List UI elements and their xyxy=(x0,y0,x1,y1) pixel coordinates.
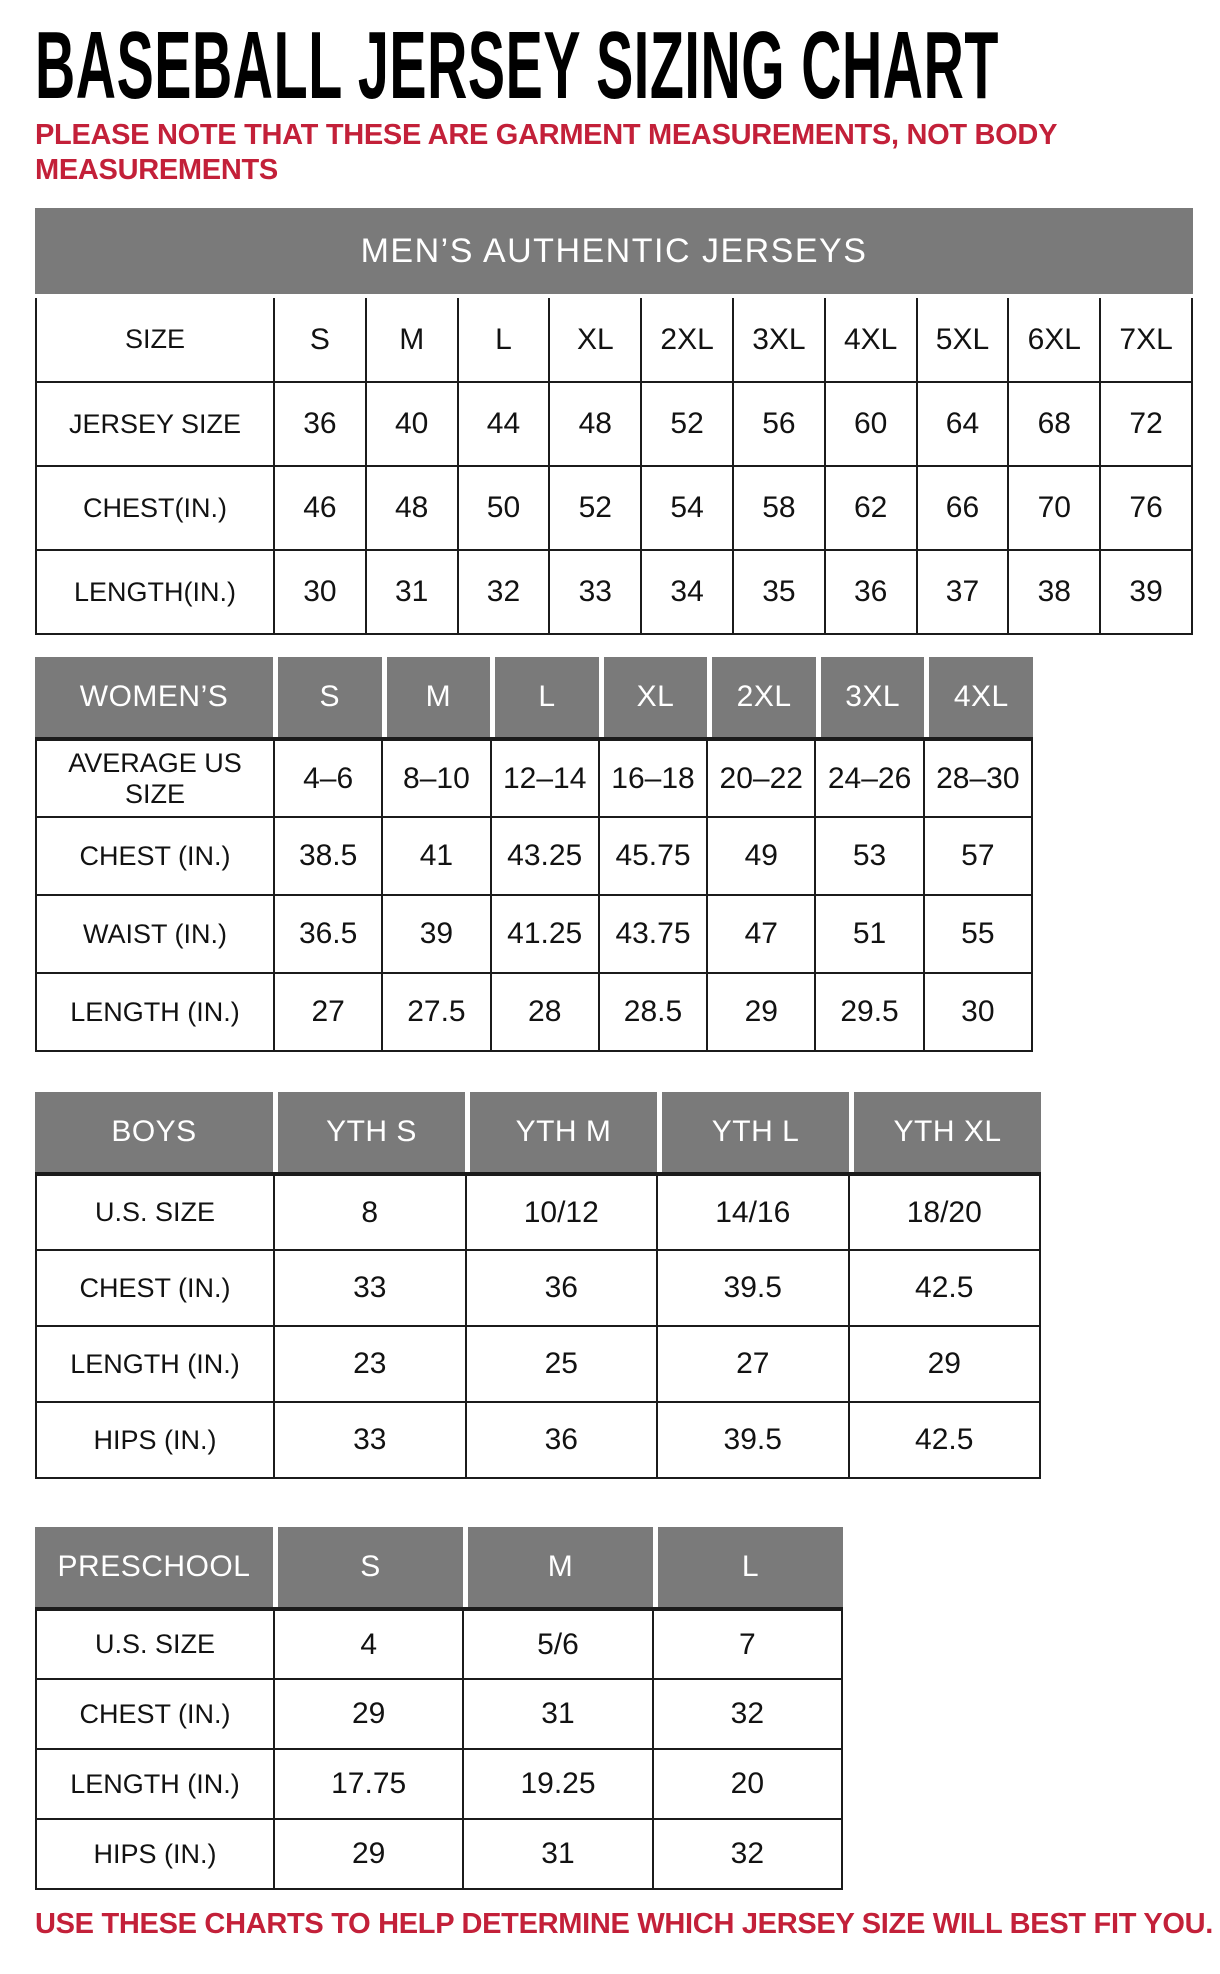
mens-cell: 3XL xyxy=(733,298,825,382)
womens-row-label: AVERAGE US SIZE xyxy=(36,739,274,817)
womens-row-label: CHEST (IN.) xyxy=(36,817,274,895)
preschool-table-body xyxy=(35,1607,843,1890)
womens-table-row xyxy=(36,739,1032,817)
mens-cell: S xyxy=(274,298,366,382)
mens-cell: 68 xyxy=(1008,382,1100,466)
boys-table-body xyxy=(35,1172,1041,1479)
boys-cell: 10/12 xyxy=(466,1174,658,1250)
mens-cell: 38 xyxy=(1008,550,1100,634)
womens-cell: 16–18 xyxy=(599,739,707,817)
boys-table-row xyxy=(36,1326,1040,1402)
preschool-cell: 29 xyxy=(274,1679,463,1749)
mens-cell: 36 xyxy=(825,550,917,634)
womens-cell: 27.5 xyxy=(382,973,490,1051)
womens-cell: 49 xyxy=(707,817,815,895)
womens-column-header-2xl: 2XL xyxy=(712,657,816,737)
mens-row-label: CHEST(IN.) xyxy=(36,466,274,550)
womens-cell: 53 xyxy=(815,817,923,895)
womens-row-label: WAIST (IN.) xyxy=(36,895,274,973)
womens-header-label: WOMEN’S xyxy=(35,657,273,737)
mens-cell: 52 xyxy=(641,382,733,466)
preschool-row-label: LENGTH (IN.) xyxy=(36,1749,274,1819)
note-line-2: MEASUREMENTS xyxy=(35,154,278,186)
boys-table-row xyxy=(36,1402,1040,1478)
preschool-cell: 31 xyxy=(463,1679,652,1749)
boys-cell: 36 xyxy=(466,1250,658,1326)
womens-table-row xyxy=(36,895,1032,973)
mens-cell: 60 xyxy=(825,382,917,466)
preschool-cell: 31 xyxy=(463,1819,652,1889)
womens-column-header-3xl: 3XL xyxy=(821,657,925,737)
preschool-header-row xyxy=(35,1527,843,1607)
mens-cell: 33 xyxy=(549,550,641,634)
womens-sizing-table xyxy=(35,657,1033,1052)
womens-cell: 47 xyxy=(707,895,815,973)
mens-cell: 32 xyxy=(458,550,550,634)
mens-cell: 46 xyxy=(274,466,366,550)
boys-cell: 8 xyxy=(274,1174,466,1250)
boys-table-row xyxy=(36,1250,1040,1326)
mens-cell: 36 xyxy=(274,382,366,466)
mens-cell: 48 xyxy=(366,466,458,550)
mens-cell: 62 xyxy=(825,466,917,550)
mens-cell: 52 xyxy=(549,466,641,550)
womens-cell: 36.5 xyxy=(274,895,382,973)
mens-cell: 7XL xyxy=(1100,298,1192,382)
preschool-cell: 17.75 xyxy=(274,1749,463,1819)
womens-cell: 30 xyxy=(924,973,1032,1051)
mens-cell: 39 xyxy=(1100,550,1192,634)
mens-cell: 58 xyxy=(733,466,825,550)
womens-cell: 28.5 xyxy=(599,973,707,1051)
mens-cell: L xyxy=(458,298,550,382)
mens-cell: 72 xyxy=(1100,382,1192,466)
boys-cell: 33 xyxy=(274,1402,466,1478)
mens-table-row xyxy=(36,466,1192,550)
boys-cell: 25 xyxy=(466,1326,658,1402)
preschool-cell: 7 xyxy=(653,1609,842,1679)
preschool-row-label: U.S. SIZE xyxy=(36,1609,274,1679)
womens-cell: 28–30 xyxy=(924,739,1032,817)
womens-cell: 38.5 xyxy=(274,817,382,895)
mens-cell: 44 xyxy=(458,382,550,466)
boys-cell: 42.5 xyxy=(849,1402,1041,1478)
preschool-header-label: PRESCHOOL xyxy=(35,1527,273,1607)
womens-cell: 41.25 xyxy=(491,895,599,973)
womens-cell: 12–14 xyxy=(491,739,599,817)
boys-cell: 23 xyxy=(274,1326,466,1402)
mens-cell: 76 xyxy=(1100,466,1192,550)
mens-cell: 4XL xyxy=(825,298,917,382)
womens-table-row xyxy=(36,817,1032,895)
womens-cell: 29 xyxy=(707,973,815,1051)
preschool-sizing-table xyxy=(35,1527,843,1890)
boys-row-label: CHEST (IN.) xyxy=(36,1250,274,1326)
preschool-row-label: HIPS (IN.) xyxy=(36,1819,274,1889)
womens-cell: 43.25 xyxy=(491,817,599,895)
mens-table-row xyxy=(36,382,1192,466)
womens-header-row xyxy=(35,657,1033,737)
preschool-column-header-m: M xyxy=(468,1527,653,1607)
boys-cell: 39.5 xyxy=(657,1402,849,1478)
boys-header-row xyxy=(35,1092,1041,1172)
womens-cell: 57 xyxy=(924,817,1032,895)
mens-cell: 2XL xyxy=(641,298,733,382)
boys-sizing-table xyxy=(35,1092,1041,1479)
womens-cell: 51 xyxy=(815,895,923,973)
womens-row-label: LENGTH (IN.) xyxy=(36,973,274,1051)
mens-row-label: JERSEY SIZE xyxy=(36,382,274,466)
womens-column-header-4xl: 4XL xyxy=(929,657,1033,737)
boys-column-header-yth-m: YTH M xyxy=(470,1092,657,1172)
preschool-cell: 20 xyxy=(653,1749,842,1819)
boys-row-label: LENGTH (IN.) xyxy=(36,1326,274,1402)
preschool-cell: 4 xyxy=(274,1609,463,1679)
womens-cell: 4–6 xyxy=(274,739,382,817)
boys-cell: 14/16 xyxy=(657,1174,849,1250)
mens-cell: 37 xyxy=(917,550,1009,634)
preschool-table-row xyxy=(36,1819,842,1889)
mens-cell: 56 xyxy=(733,382,825,466)
mens-cell: 31 xyxy=(366,550,458,634)
preschool-row-label: CHEST (IN.) xyxy=(36,1679,274,1749)
footer-note: USE THESE CHARTS TO HELP DETERMINE WHICH JERSEY SIZE WILL BEST FIT YOU. xyxy=(35,1908,1214,1940)
boys-column-header-yth-l: YTH L xyxy=(662,1092,849,1172)
boys-column-header-yth-s: YTH S xyxy=(278,1092,465,1172)
preschool-cell: 19.25 xyxy=(463,1749,652,1819)
garment-measurement-note xyxy=(35,118,1220,188)
mens-cell: M xyxy=(366,298,458,382)
preschool-table-row xyxy=(36,1749,842,1819)
boys-cell: 42.5 xyxy=(849,1250,1041,1326)
mens-cell: 40 xyxy=(366,382,458,466)
womens-cell: 20–22 xyxy=(707,739,815,817)
womens-cell: 28 xyxy=(491,973,599,1051)
mens-table-body xyxy=(35,298,1193,635)
womens-column-header-l: L xyxy=(495,657,599,737)
mens-row-label: SIZE xyxy=(36,298,274,382)
mens-cell: XL xyxy=(549,298,641,382)
mens-cell: 30 xyxy=(274,550,366,634)
mens-cell: 6XL xyxy=(1008,298,1100,382)
page-title: BASEBALL JERSEY SIZING CHART xyxy=(35,12,999,119)
preschool-column-header-s: S xyxy=(278,1527,463,1607)
womens-table-row xyxy=(36,973,1032,1051)
note-line-1: PLEASE NOTE THAT THESE ARE GARMENT MEASUREMENTS, NOT BODY xyxy=(35,119,1058,151)
boys-cell: 39.5 xyxy=(657,1250,849,1326)
boys-row-label: HIPS (IN.) xyxy=(36,1402,274,1478)
mens-cell: 50 xyxy=(458,466,550,550)
preschool-table-row xyxy=(36,1609,842,1679)
womens-cell: 55 xyxy=(924,895,1032,973)
womens-cell: 43.75 xyxy=(599,895,707,973)
womens-column-header-s: S xyxy=(278,657,382,737)
womens-cell: 8–10 xyxy=(382,739,490,817)
mens-cell: 70 xyxy=(1008,466,1100,550)
mens-cell: 35 xyxy=(733,550,825,634)
womens-cell: 45.75 xyxy=(599,817,707,895)
mens-banner: MEN’S AUTHENTIC JERSEYS xyxy=(35,208,1193,294)
mens-cell: 66 xyxy=(917,466,1009,550)
boys-table-row xyxy=(36,1174,1040,1250)
boys-cell: 18/20 xyxy=(849,1174,1041,1250)
mens-row-label: LENGTH(IN.) xyxy=(36,550,274,634)
boys-row-label: U.S. SIZE xyxy=(36,1174,274,1250)
mens-cell: 5XL xyxy=(917,298,1009,382)
preschool-cell: 29 xyxy=(274,1819,463,1889)
boys-cell: 36 xyxy=(466,1402,658,1478)
boys-column-header-yth-xl: YTH XL xyxy=(854,1092,1041,1172)
mens-table-row xyxy=(36,298,1192,382)
mens-cell: 48 xyxy=(549,382,641,466)
preschool-cell: 32 xyxy=(653,1679,842,1749)
boys-header-label: BOYS xyxy=(35,1092,273,1172)
womens-table-body xyxy=(35,737,1033,1052)
preschool-column-header-l: L xyxy=(658,1527,843,1607)
boys-cell: 29 xyxy=(849,1326,1041,1402)
womens-cell: 24–26 xyxy=(815,739,923,817)
boys-cell: 27 xyxy=(657,1326,849,1402)
preschool-table-row xyxy=(36,1679,842,1749)
preschool-cell: 32 xyxy=(653,1819,842,1889)
mens-cell: 64 xyxy=(917,382,1009,466)
mens-table-row xyxy=(36,550,1192,634)
womens-cell: 39 xyxy=(382,895,490,973)
womens-column-header-xl: XL xyxy=(604,657,708,737)
womens-column-header-m: M xyxy=(387,657,491,737)
mens-sizing-table xyxy=(35,208,1193,635)
mens-cell: 54 xyxy=(641,466,733,550)
womens-cell: 29.5 xyxy=(815,973,923,1051)
womens-cell: 41 xyxy=(382,817,490,895)
womens-cell: 27 xyxy=(274,973,382,1051)
boys-cell: 33 xyxy=(274,1250,466,1326)
mens-cell: 34 xyxy=(641,550,733,634)
preschool-cell: 5/6 xyxy=(463,1609,652,1679)
